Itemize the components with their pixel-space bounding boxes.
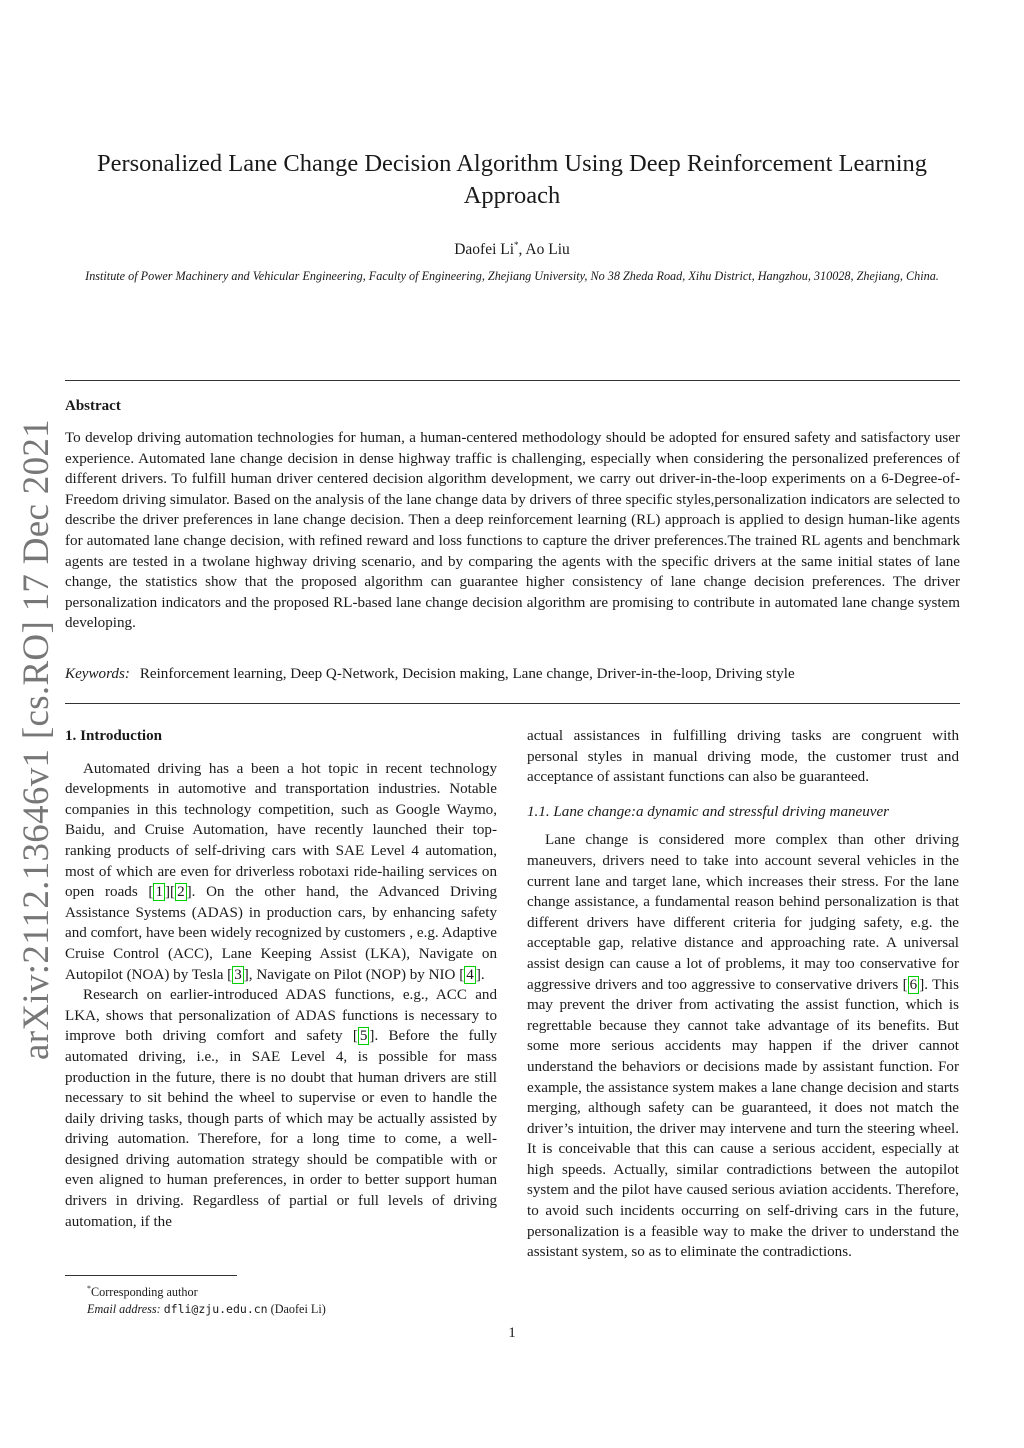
citation-link[interactable]: 6: [909, 976, 918, 993]
author-name-rest: , Ao Liu: [518, 241, 570, 259]
citation-link[interactable]: 1: [155, 884, 163, 901]
corresponding-mark: *: [514, 240, 519, 250]
keywords-line: [65, 666, 960, 683]
abstract-text: To develop driving automation technologies for human, a human-centered methodology should be adopted for ensured safety and satisfactory user experience. Automated lane change decision in dense highway traffic is challenging, especially when considering the personalized preferences of different drivers. To fulfill human driver centered decision algorithm development, we carry out driver-in-the-loop experiments on a 6-Degree-of-Freedom driving simulator. Based on the analysis of the lane change data by drivers of three specific styles,personalization indicators are selected to describe the driver preferences in lane change decision. Then a deep reinforcement learning (RL) approach is applied to design human-like agents for automated lane change decision, with refined reward and loss functions to capture the driver preferences.The trained RL agents and benchmark agents are tested in a twolane highway driving scenario, and by comparing the agents with the specific drivers at the same initial states of lane change, the statistics show that the proposed algorithm can guarantee higher consistency of lane change decision preferences. The driver personalization indicators and the proposed RL-based lane change decision algorithm are promising to contribute in automated lane change system developing.: [65, 430, 960, 632]
citation-link[interactable]: 3: [234, 966, 242, 983]
subsection-heading: 1.1. Lane change:a dynamic and stressful driving maneuver: [527, 803, 890, 820]
email-link[interactable]: dfli@zju.edu.cn: [163, 1301, 268, 1316]
paper-title: Personalized Lane Change Decision Algorithm Using Deep Reinforcement Learning Approach: [96, 150, 928, 209]
keywords-label: Keywords:: [65, 666, 130, 682]
intro-paragraph-3: actual assistances in fulfilling driving tasks are congruent with personal styles in manual driving mode, the customer trust and acceptance of assistant functions can also be guaranteed.: [527, 728, 959, 786]
arxiv-identifier: arXiv:2112.13646v1 [cs.RO] 17 Dec 2021: [16, 419, 57, 1060]
section-heading: 1. Introduction: [65, 728, 163, 744]
author-line: [80, 240, 944, 259]
footnote-email: Email address: dfli@zju.edu.cn (Daofei Li): [87, 1301, 326, 1316]
citation-link[interactable]: 5: [359, 1028, 368, 1045]
intro-paragraph-2: Research on earlier-introduced ADAS functions, e.g., ACC and LKA, shows that personalization of ADAS functions is necessary to improve both driving comfort and safety [ 5 ]. Before the fully automated driving, i.e., in SAE Level 4, is possible for mass production in the future, there is no doubt that human drivers are still necessary to sit behind the wheel to supervise or even to handle the daily driving tasks, though parts of which may be actually assisted by driving automation. Therefore, for a long time to come, a well-designed driving automation strategy should be compatible with or even aligned to human preferences, in order to better support human drivers in driving. Regardless of partial or full levels of driving automation, if the: [65, 987, 497, 1230]
intro-paragraph-1: Automated driving has a been a hot topic in recent technology developments in automotive and transportation industries. Notable companies in this technology competition, such as Google Waymo, Baidu, and Cruise Automation, have recently launched their top-ranking products of self-driving cars with SAE Level 4 automation, most of which are even for driverless robotaxi ride-hailing services on open roads [ 1 ][ 2 ]. On the other hand, the Advanced Driving Assistance Systems (ADAS) in production cars, by enhancing safety and comfort, have been widely recognized by customers , e.g. Adaptive Cruise Control (ACC), Lane Keeping Assist (LKA), Navigate on Autopilot (NOA) by Tesla [ 3 ], Navigate on Pilot (NOP) by NIO [ 4 ].: [65, 760, 497, 983]
citation-link[interactable]: 4: [466, 966, 474, 983]
footnote-corresponding: *Corresponding author: [87, 1284, 198, 1300]
footnote-rule: [65, 1275, 237, 1276]
right-column: [527, 726, 959, 1263]
affiliation: Institute of Power Machinery and Vehicular Engineering, Faculty of Engineering, Zhejiang University, No 38 Zheda Road, Xihu District, Hangzhou, 310028, Zhejiang, China.: [85, 269, 939, 283]
author-name-1: Daofei Li: [454, 241, 515, 259]
footnote: [65, 1281, 497, 1317]
left-column: [65, 726, 497, 1232]
intro-paragraph-4: Lane change is considered more complex than other driving maneuvers, drivers need to take into account several vehicles in the current lane and target lane, which increases their stress. For the lane change assistance, a fundamental reason behind personalization is that different drivers have different criteria for judging safety, e.g. the acceptable gap, relative distance and approaching rate. A universal assist design can cause a lot of problems, it may too conservative for aggressive drivers and too aggressive to conservative drivers [ 6 ]. This may prevent the driver from activating the assist function, which is regrettable because they cannot take advantage of its benefits. But some more serious accidents may happen if the driver cannot understand the behaviors or decisions made by assistant function. For example, the assistance system makes a lane change decision and starts merging, although safety can be guaranteed, it does not match the driver’s intuition, the driver may intervene and turn the steering wheel. It is conceivable that this can cause a serious accident, especially at high speeds. Actually, similar contradictions between the autopilot system and the pilot have caused serious aviation accidents. Therefore, to avoid such incidents occurring on self-driving cars in the future, personalization is a feasible way to make the driver to understand the assistant system, so as to eliminate the contradictions.: [527, 832, 959, 1261]
keywords-text: Reinforcement learning, Deep Q-Network, Decision making, Lane change, Driver-in-the-loop, Driving style: [139, 666, 795, 682]
page-number: 1: [508, 1325, 516, 1341]
citation-link[interactable]: 2: [177, 884, 185, 901]
abstract-heading: Abstract: [65, 398, 121, 414]
abstract-bottom-rule: [65, 703, 960, 704]
abstract-top-rule: [65, 380, 960, 381]
